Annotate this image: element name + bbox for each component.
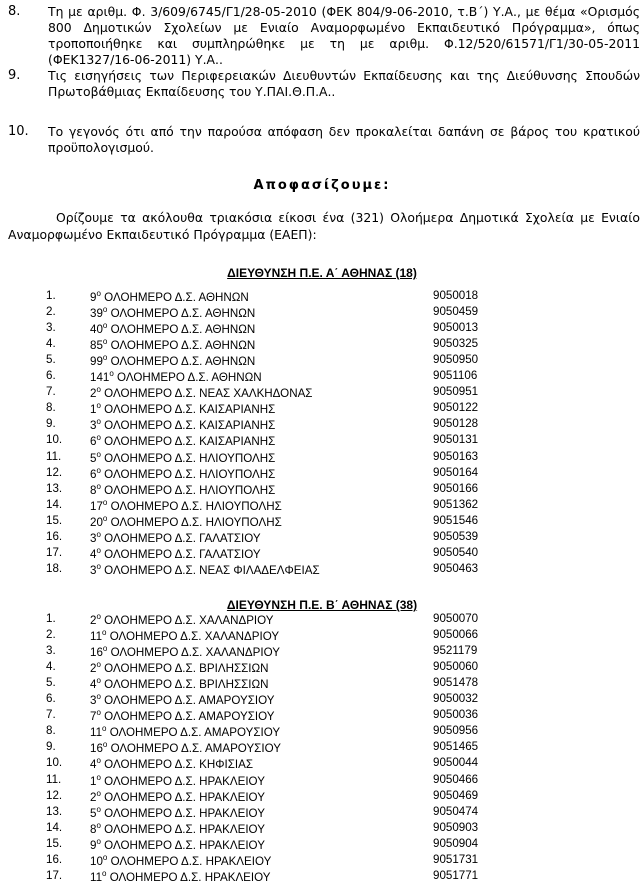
school-code: 9050070 bbox=[433, 612, 479, 625]
school-name-text: ΟΛΟΗΜΕΡΟ Δ.Σ. ΧΑΛΑΝΔΡΙΟΥ bbox=[110, 645, 280, 659]
intro-text: Ορίζουμε τα ακόλουθα τριακόσια είκοσι ένα (321) Ολοήμερα Δημοτικά Σχολεία με Ενιαίο Αναμορφωμένο Εκπαιδευτικό Πρόγραμμα (ΕΑΕΠ): bbox=[8, 210, 640, 242]
school-name bbox=[90, 305, 255, 320]
school-ordinal: 17 bbox=[90, 499, 103, 513]
school-ordinal: 9 bbox=[90, 290, 97, 304]
school-name-text: ΟΛΟΗΜΕΡΟ Δ.Σ. ΒΡΙΛΗΣΣΙΩΝ bbox=[104, 678, 269, 692]
school-name-text: ΟΛΟΗΜΕΡΟ Δ.Σ. ΑΜΑΡΟΥΣΙΟΥ bbox=[104, 694, 275, 708]
ordinal-suffix: ο bbox=[96, 449, 101, 459]
school-ordinal: 2 bbox=[90, 790, 97, 804]
ordinal-suffix: ο bbox=[96, 289, 101, 298]
paragraph-number: 10. bbox=[8, 124, 29, 139]
school-row bbox=[0, 708, 644, 724]
school-code: 9051771 bbox=[433, 868, 479, 882]
row-number: 18. bbox=[46, 561, 63, 575]
row-number: 4. bbox=[46, 660, 56, 674]
school-code: 9050469 bbox=[433, 788, 479, 802]
school-row bbox=[0, 353, 644, 369]
school-code: 9050539 bbox=[433, 529, 479, 543]
school-code: 9050060 bbox=[433, 660, 479, 674]
school-ordinal: 39 bbox=[90, 306, 103, 320]
school-row bbox=[0, 337, 644, 353]
school-ordinal: 3 bbox=[90, 419, 97, 433]
school-code: 9050466 bbox=[433, 772, 479, 786]
school-ordinal: 16 bbox=[90, 645, 103, 659]
school-ordinal: 9 bbox=[90, 838, 97, 852]
ordinal-suffix: ο bbox=[96, 772, 101, 782]
school-code: 9051478 bbox=[433, 676, 479, 690]
paragraph-text: Το γεγονός ότι από την παρούσα απόφαση δεν προκαλείται δαπάνη σε βάρος του κρατικού προϋπολογισμού. bbox=[48, 124, 640, 155]
school-name bbox=[90, 644, 280, 659]
school-name-text: ΟΛΟΗΜΕΡΟ Δ.Σ. ΗΛΙΟΥΠΟΛΗΣ bbox=[110, 499, 282, 513]
paragraph-10 bbox=[8, 124, 640, 156]
ordinal-suffix: ο bbox=[102, 337, 108, 347]
school-name bbox=[90, 433, 275, 448]
decision-heading: Αποφασίζουμε: bbox=[253, 178, 391, 193]
ordinal-suffix: ο bbox=[96, 836, 101, 846]
ordinal-suffix: ο bbox=[102, 628, 107, 638]
ordinal-suffix: ο bbox=[109, 369, 114, 379]
ordinal-suffix: ο bbox=[96, 788, 101, 798]
school-ordinal: 3 bbox=[90, 531, 97, 545]
school-row bbox=[0, 385, 644, 401]
school-ordinal: 40 bbox=[90, 322, 103, 336]
school-name-text: ΟΛΟΗΜΕΡΟ Δ.Σ. ΑΘΗΝΩΝ bbox=[110, 322, 256, 336]
school-row bbox=[0, 740, 644, 756]
row-number: 17. bbox=[46, 868, 63, 882]
row-number: 16. bbox=[46, 529, 63, 543]
row-number: 4. bbox=[46, 337, 56, 351]
ordinal-suffix: ο bbox=[96, 465, 101, 475]
ordinal-suffix: ο bbox=[96, 820, 101, 830]
school-name-text: ΟΛΟΗΜΕΡΟ Δ.Σ. ΗΛΙΟΥΠΟΛΗΣ bbox=[104, 451, 276, 465]
ordinal-suffix: ο bbox=[102, 852, 108, 862]
ordinal-suffix: ο bbox=[96, 756, 101, 766]
school-ordinal: 20 bbox=[90, 515, 103, 529]
school-ordinal: 5 bbox=[90, 451, 97, 465]
school-row bbox=[0, 514, 644, 530]
school-code: 9521179 bbox=[433, 644, 478, 658]
school-name bbox=[90, 450, 275, 465]
school-code: 9051546 bbox=[433, 513, 479, 527]
school-ordinal: 4 bbox=[90, 758, 97, 772]
school-name bbox=[90, 385, 312, 400]
row-number: 8. bbox=[46, 401, 56, 415]
school-code: 9050166 bbox=[433, 481, 479, 495]
school-name-text: ΟΛΟΗΜΕΡΟ Δ.Σ. ΗΡΑΚΛΕΙΟΥ bbox=[104, 774, 265, 788]
school-ordinal: 2 bbox=[90, 613, 97, 627]
school-ordinal: 3 bbox=[90, 563, 97, 577]
ordinal-suffix: ο bbox=[96, 692, 101, 702]
row-number: 13. bbox=[46, 481, 63, 495]
row-number: 14. bbox=[46, 820, 63, 834]
ordinal-suffix: ο bbox=[102, 740, 108, 750]
school-name-text: ΟΛΟΗΜΕΡΟ Δ.Σ. ΗΡΑΚΛΕΙΟΥ bbox=[104, 838, 265, 852]
school-name-text: ΟΛΟΗΜΕΡΟ Δ.Σ. ΑΘΗΝΩΝ bbox=[110, 339, 256, 352]
school-name-text: ΟΛΟΗΜΕΡΟ Δ.Σ. ΒΡΙΛΗΣΣΙΩΝ bbox=[104, 662, 269, 675]
row-number: 12. bbox=[46, 465, 63, 479]
ordinal-suffix: ο bbox=[102, 305, 108, 315]
school-code: 9050474 bbox=[433, 804, 479, 818]
school-row bbox=[0, 417, 644, 433]
row-number: 3. bbox=[46, 321, 56, 335]
ordinal-suffix: ο bbox=[96, 545, 101, 555]
row-number: 13. bbox=[46, 804, 63, 818]
row-number: 6. bbox=[46, 369, 56, 383]
school-ordinal: 1 bbox=[90, 774, 97, 788]
school-name bbox=[90, 466, 275, 481]
school-ordinal: 2 bbox=[90, 662, 97, 675]
school-ordinal: 5 bbox=[90, 806, 97, 820]
row-number: 10. bbox=[46, 756, 63, 770]
school-ordinal: 16 bbox=[90, 742, 103, 756]
school-code: 9051106 bbox=[433, 369, 478, 383]
paragraph-text: Τη με αριθμ. Φ. 3/609/6745/Γ1/28-05-2010 (ΦΕΚ 804/9-06-2010, τ.Β΄) Υ.Α., με θέμα «Ορισμός 800 Δημοτικών Σχολείων με Ενιαίο Αναμορφωμένο Εκπαιδευτικό Πρόγραμμα», όπως τροποποιήθηκε και συμπληρώθηκε με τη με αριθμ. Φ.12/520/61571/Γ1/30-05-2011 (ΦΕΚ1327/16-06-2011) Υ.Α.. bbox=[48, 4, 640, 67]
school-row bbox=[0, 756, 644, 772]
school-row bbox=[0, 450, 644, 466]
school-row bbox=[0, 498, 644, 514]
school-ordinal: 11 bbox=[90, 629, 103, 643]
row-number: 15. bbox=[46, 836, 63, 850]
ordinal-suffix: ο bbox=[96, 433, 101, 443]
school-row bbox=[0, 289, 644, 305]
school-row bbox=[0, 433, 644, 449]
school-name bbox=[90, 353, 255, 368]
school-code: 9050044 bbox=[433, 756, 479, 770]
row-number: 17. bbox=[46, 545, 63, 559]
ordinal-suffix: ο bbox=[102, 868, 107, 878]
school-ordinal: 8 bbox=[90, 822, 97, 836]
school-code: 9050164 bbox=[433, 465, 479, 479]
school-code: 9050036 bbox=[433, 708, 479, 722]
row-number: 9. bbox=[46, 417, 56, 431]
section-title-b-athens: ΔΙΕΥΘΥΝΣΗ Π.Ε. Β΄ ΑΘΗΝΑΣ (38) bbox=[226, 598, 418, 612]
ordinal-suffix: ο bbox=[96, 804, 101, 814]
paragraph-9 bbox=[8, 68, 640, 100]
school-name-text: ΟΛΟΗΜΕΡΟ Δ.Σ. ΝΕΑΣ ΧΑΛΚΗΔΟΝΑΣ bbox=[104, 387, 313, 401]
school-code: 9050904 bbox=[433, 836, 479, 850]
ordinal-suffix: ο bbox=[102, 513, 108, 523]
school-ordinal: 3 bbox=[90, 694, 97, 708]
school-code: 9050163 bbox=[433, 449, 479, 463]
school-row bbox=[0, 644, 644, 660]
ordinal-suffix: ο bbox=[96, 612, 101, 621]
school-code: 9050463 bbox=[433, 561, 479, 575]
school-row bbox=[0, 692, 644, 708]
school-name bbox=[90, 740, 281, 755]
school-code: 9050131 bbox=[433, 433, 479, 447]
ordinal-suffix: ο bbox=[96, 660, 101, 670]
school-name-text: ΟΛΟΗΜΕΡΟ Δ.Σ. ΓΑΛΑΤΣΙΟΥ bbox=[104, 531, 261, 545]
school-name-text: ΟΛΟΗΜΕΡΟ Δ.Σ. ΗΡΑΚΛΕΙΟΥ bbox=[104, 790, 265, 804]
row-number: 7. bbox=[46, 708, 56, 722]
school-name-text: ΟΛΟΗΜΕΡΟ Δ.Σ. ΗΡΑΚΛΕΙΟΥ bbox=[110, 854, 272, 868]
school-ordinal: 1 bbox=[90, 403, 97, 417]
school-name bbox=[90, 837, 265, 852]
school-name bbox=[90, 708, 275, 723]
ordinal-suffix: ο bbox=[96, 385, 101, 395]
school-row bbox=[0, 676, 644, 692]
school-ordinal: 7 bbox=[90, 710, 97, 724]
row-number: 7. bbox=[46, 385, 56, 399]
school-name bbox=[90, 660, 269, 675]
ordinal-suffix: ο bbox=[102, 321, 108, 331]
school-name bbox=[90, 853, 271, 868]
school-row bbox=[0, 853, 644, 869]
school-row bbox=[0, 724, 644, 740]
school-name-text: ΟΛΟΗΜΕΡΟ Δ.Σ. ΗΛΙΟΥΠΟΛΗΣ bbox=[110, 515, 282, 529]
school-name-text: ΟΛΟΗΜΕΡΟ Δ.Σ. ΚΗΦΙΣΙΑΣ bbox=[104, 758, 254, 772]
school-name-text: ΟΛΟΗΜΕΡΟ Δ.Σ. ΚΑΙΣΑΡΙΑΝΗΣ bbox=[104, 419, 276, 433]
ordinal-suffix: ο bbox=[96, 401, 101, 411]
school-ordinal: 4 bbox=[90, 678, 97, 692]
section-title-a-athens: ΔΙΕΥΘΥΝΣΗ Π.Ε. Α΄ ΑΘΗΝΑΣ (18) bbox=[227, 266, 417, 280]
school-row bbox=[0, 821, 644, 837]
school-name bbox=[90, 530, 261, 545]
school-name bbox=[90, 498, 282, 513]
intro-paragraph bbox=[8, 209, 640, 243]
school-row bbox=[0, 321, 644, 337]
school-row bbox=[0, 628, 644, 644]
school-name-text: ΟΛΟΗΜΕΡΟ Δ.Σ. ΑΜΑΡΟΥΣΙΟΥ bbox=[104, 710, 275, 724]
school-name bbox=[90, 289, 249, 304]
school-code: 9050951 bbox=[433, 385, 479, 399]
row-number: 14. bbox=[46, 497, 63, 511]
paragraph-number: 8. bbox=[8, 4, 21, 19]
row-number: 1. bbox=[46, 612, 56, 625]
school-row bbox=[0, 612, 644, 628]
school-row bbox=[0, 562, 644, 578]
school-name bbox=[90, 869, 271, 884]
school-ordinal: 85 bbox=[90, 339, 103, 352]
ordinal-suffix: ο bbox=[96, 529, 101, 539]
school-name bbox=[90, 789, 265, 804]
row-number: 3. bbox=[46, 644, 56, 658]
school-name-text: ΟΛΟΗΜΕΡΟ Δ.Σ. ΚΑΙΣΑΡΙΑΝΗΣ bbox=[104, 403, 276, 417]
ordinal-suffix: ο bbox=[102, 353, 108, 363]
school-row bbox=[0, 773, 644, 789]
school-code: 9050540 bbox=[433, 545, 479, 559]
school-name-text: ΟΛΟΗΜΕΡΟ Δ.Σ. ΗΛΙΟΥΠΟΛΗΣ bbox=[104, 467, 276, 481]
school-name bbox=[90, 546, 261, 561]
school-name-text: ΟΛΟΗΜΕΡΟ Δ.Σ. ΑΜΑΡΟΥΣΙΟΥ bbox=[110, 742, 281, 756]
school-ordinal: 4 bbox=[90, 547, 97, 561]
school-name-text: ΟΛΟΗΜΕΡΟ Δ.Σ. ΑΘΗΝΩΝ bbox=[110, 355, 256, 369]
row-number: 15. bbox=[46, 513, 63, 527]
ordinal-suffix: ο bbox=[96, 417, 101, 427]
school-name-text: ΟΛΟΗΜΕΡΟ Δ.Σ. ΗΛΙΟΥΠΟΛΗΣ bbox=[104, 483, 276, 497]
school-name-text: ΟΛΟΗΜΕΡΟ Δ.Σ. ΑΘΗΝΩΝ bbox=[110, 306, 256, 320]
row-number: 11. bbox=[46, 772, 62, 786]
paragraph-8 bbox=[8, 4, 640, 68]
school-name bbox=[90, 321, 255, 336]
school-name-text: ΟΛΟΗΜΕΡΟ Δ.Σ. ΗΡΑΚΛΕΙΟΥ bbox=[104, 822, 265, 836]
school-name-text: ΟΛΟΗΜΕΡΟ Δ.Σ. ΧΑΛΑΝΔΡΙΟΥ bbox=[104, 613, 274, 627]
school-code: 9050128 bbox=[433, 417, 479, 431]
school-row bbox=[0, 660, 644, 676]
school-name bbox=[90, 417, 275, 432]
school-name bbox=[90, 612, 274, 627]
ordinal-suffix: ο bbox=[102, 644, 108, 654]
school-ordinal: 99 bbox=[90, 355, 103, 369]
school-row bbox=[0, 401, 644, 417]
school-name-text: ΟΛΟΗΜΕΡΟ Δ.Σ. ΑΜΑΡΟΥΣΙΟΥ bbox=[109, 726, 281, 740]
row-number: 2. bbox=[46, 305, 56, 319]
row-number: 12. bbox=[46, 788, 63, 802]
school-name bbox=[90, 756, 253, 771]
school-code: 9051731 bbox=[433, 852, 479, 866]
school-ordinal: 11 bbox=[90, 726, 103, 740]
school-code: 9050032 bbox=[433, 692, 479, 706]
row-number: 1. bbox=[46, 289, 56, 302]
school-row bbox=[0, 837, 644, 853]
paragraph-text: Τις εισηγήσεις των Περιφερειακών Διευθυντών Εκπαίδευσης και της Διεύθυνσης Σπουδών Πρωτοβάθμιας Εκπαίδευσης του Υ.ΠΑΙ.Θ.Π.Α.. bbox=[48, 68, 640, 99]
school-name bbox=[90, 724, 280, 739]
school-name bbox=[90, 628, 279, 643]
school-code: 9051465 bbox=[433, 740, 479, 754]
ordinal-suffix: ο bbox=[96, 481, 101, 491]
row-number: 8. bbox=[46, 724, 56, 738]
school-name-text: ΟΛΟΗΜΕΡΟ Δ.Σ. ΧΑΛΑΝΔΡΙΟΥ bbox=[109, 629, 280, 643]
school-code: 9050325 bbox=[433, 337, 479, 351]
school-name-text: ΟΛΟΗΜΕΡΟ Δ.Σ. ΑΘΗΝΩΝ bbox=[104, 290, 249, 304]
school-row bbox=[0, 369, 644, 385]
school-name bbox=[90, 514, 282, 529]
school-name bbox=[90, 773, 265, 788]
school-code: 9051362 bbox=[433, 497, 479, 511]
school-name-text: ΟΛΟΗΜΕΡΟ Δ.Σ. ΑΘΗΝΩΝ bbox=[117, 371, 262, 385]
school-code: 9050950 bbox=[433, 353, 479, 367]
row-number: 5. bbox=[46, 353, 56, 367]
school-code: 9050956 bbox=[433, 724, 479, 738]
row-number: 5. bbox=[46, 676, 56, 690]
school-name bbox=[90, 369, 262, 384]
school-name-text: ΟΛΟΗΜΕΡΟ Δ.Σ. ΚΑΙΣΑΡΙΑΝΗΣ bbox=[104, 435, 276, 449]
ordinal-suffix: ο bbox=[102, 724, 107, 734]
school-row bbox=[0, 805, 644, 821]
paragraph-number: 9. bbox=[8, 68, 21, 83]
school-name-text: ΟΛΟΗΜΕΡΟ Δ.Σ. ΝΕΑΣ ΦΙΛΑΔΕΛΦΕΙΑΣ bbox=[104, 563, 320, 577]
school-row bbox=[0, 869, 644, 885]
ordinal-suffix: ο bbox=[96, 708, 101, 718]
row-number: 6. bbox=[46, 692, 56, 706]
row-number: 11. bbox=[46, 449, 62, 463]
school-code: 9050013 bbox=[433, 321, 479, 335]
school-name-text: ΟΛΟΗΜΕΡΟ Δ.Σ. ΗΡΑΚΛΕΙΟΥ bbox=[104, 806, 265, 820]
school-name bbox=[90, 482, 275, 497]
school-name-text: ΟΛΟΗΜΕΡΟ Δ.Σ. ΗΡΑΚΛΕΙΟΥ bbox=[109, 870, 271, 884]
ordinal-suffix: ο bbox=[102, 497, 108, 507]
school-name bbox=[90, 562, 320, 577]
ordinal-suffix: ο bbox=[96, 676, 101, 686]
row-number: 10. bbox=[46, 433, 63, 447]
school-code: 9050903 bbox=[433, 820, 479, 834]
school-ordinal: 141 bbox=[90, 371, 110, 385]
school-row bbox=[0, 466, 644, 482]
school-name bbox=[90, 676, 269, 691]
school-name bbox=[90, 401, 275, 416]
school-row bbox=[0, 482, 644, 498]
school-name bbox=[90, 337, 255, 352]
row-number: 16. bbox=[46, 852, 63, 866]
school-ordinal: 6 bbox=[90, 467, 97, 481]
school-ordinal: 8 bbox=[90, 483, 97, 497]
school-ordinal: 6 bbox=[90, 435, 97, 449]
school-name-text: ΟΛΟΗΜΕΡΟ Δ.Σ. ΓΑΛΑΤΣΙΟΥ bbox=[104, 547, 261, 561]
row-number: 9. bbox=[46, 740, 56, 754]
school-ordinal: 10 bbox=[90, 854, 103, 868]
school-row bbox=[0, 546, 644, 562]
school-name bbox=[90, 692, 275, 707]
school-row bbox=[0, 305, 644, 321]
school-code: 9050122 bbox=[433, 401, 479, 415]
school-row bbox=[0, 530, 644, 546]
school-ordinal: 2 bbox=[90, 387, 97, 401]
school-code: 9050459 bbox=[433, 305, 479, 319]
row-number: 2. bbox=[46, 628, 56, 642]
school-name bbox=[90, 821, 265, 836]
school-code: 9050018 bbox=[433, 289, 479, 302]
school-ordinal: 11 bbox=[90, 870, 103, 884]
school-code: 9050066 bbox=[433, 628, 479, 642]
school-name bbox=[90, 805, 265, 820]
school-row bbox=[0, 789, 644, 805]
ordinal-suffix: ο bbox=[96, 561, 101, 571]
